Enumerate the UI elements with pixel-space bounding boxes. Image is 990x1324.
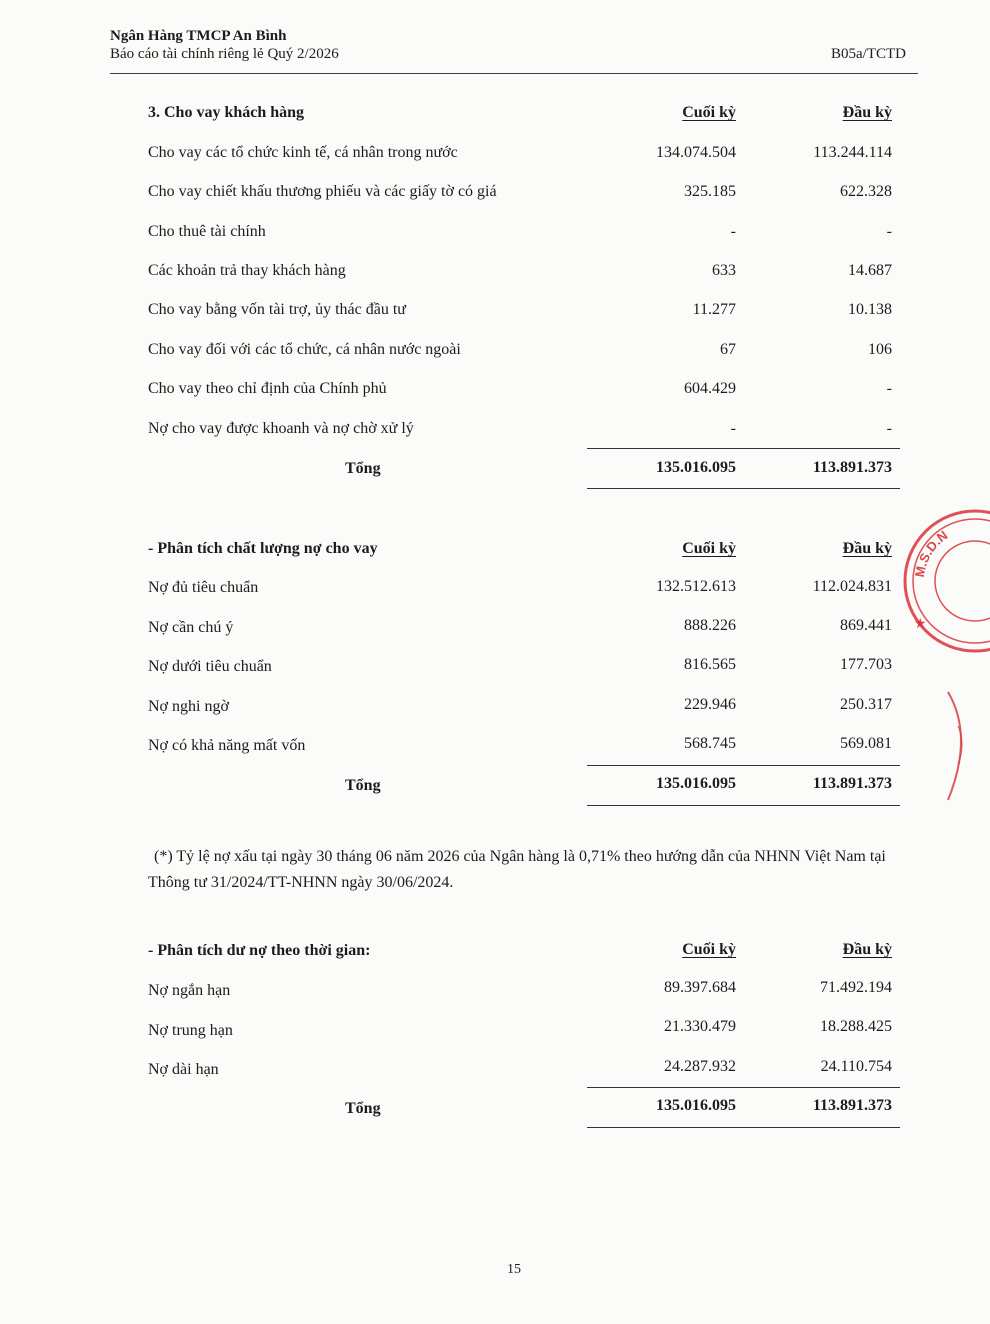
row-value-begin: -: [886, 380, 892, 397]
total-value-begin: 113.891.373: [812, 1097, 892, 1114]
total-value-begin: 113.891.373: [812, 459, 892, 476]
row-label: Các khoản trả thay khách hàng: [148, 262, 346, 279]
row-value-end: 604.429: [684, 380, 736, 397]
row-value-end: 11.277: [692, 301, 736, 318]
row-label: Nợ cần chú ý: [148, 619, 234, 636]
row-label: Nợ trung hạn: [148, 1022, 233, 1039]
total-bottom-rule: [587, 488, 900, 489]
row-label: Nợ dưới tiêu chuẩn: [148, 658, 272, 675]
report-title: Báo cáo tài chính riêng lẻ Quý 2/2026: [110, 46, 339, 62]
section-title-quality: - Phân tích chất lượng nợ cho vay: [148, 540, 378, 557]
total-value-end: 135.016.095: [656, 459, 736, 476]
row-value-begin: 71.492.194: [820, 979, 892, 996]
row-value-begin: 113.244.114: [813, 144, 892, 161]
seal-text: M.S.D.N: [911, 527, 951, 579]
col-header-begin: Đầu kỳ: [842, 941, 892, 958]
col-header-end: Cuối kỳ: [682, 104, 736, 121]
row-value-begin: 622.328: [840, 183, 892, 200]
total-bottom-rule: [587, 1127, 900, 1128]
bad-debt-note: (*) Tỷ lệ nợ xấu tại ngày 30 tháng 06 năm 2026 của Ngân hàng là 0,71% theo hướng dẫn của NHNN Việt Nam tại Thông tư 31/2024/TT-NHNN ngày 30/06/2024.: [148, 848, 886, 891]
total-label: Tổng: [345, 460, 381, 477]
row-label: Cho thuê tài chính: [148, 223, 266, 240]
row-value-begin: 14.687: [848, 262, 892, 279]
row-value-end: 21.330.479: [664, 1018, 736, 1035]
total-label: Tổng: [345, 777, 381, 794]
row-label: Nợ ngắn hạn: [148, 982, 231, 999]
row-value-begin: 177.703: [840, 656, 892, 673]
row-value-begin: -: [886, 420, 892, 437]
row-label: Nợ đủ tiêu chuẩn: [148, 579, 259, 596]
row-value-end: 132.512.613: [656, 578, 736, 595]
row-value-end: 89.397.684: [664, 979, 736, 996]
row-value-end: 633: [712, 262, 736, 279]
total-value-end: 135.016.095: [656, 1097, 736, 1114]
row-value-end: 229.946: [684, 696, 736, 713]
row-value-end: 568.745: [684, 735, 736, 752]
svg-text:★: ★: [914, 615, 927, 631]
row-label: Nợ cho vay được khoanh và nợ chờ xử lý: [148, 420, 414, 437]
row-value-begin: 106: [868, 341, 892, 358]
row-label: Cho vay các tổ chức kinh tế, cá nhân trong nước: [148, 144, 458, 161]
header-divider: [110, 73, 918, 74]
row-label: Nợ nghi ngờ: [148, 698, 229, 715]
section-title-loans: 3. Cho vay khách hàng: [148, 104, 305, 121]
form-code: B05a/TCTD: [831, 46, 906, 62]
row-value-end: 67: [720, 341, 736, 358]
company-name: Ngân Hàng TMCP An Bình: [110, 28, 287, 44]
total-bottom-rule: [587, 805, 900, 806]
col-header-end: Cuối kỳ: [682, 941, 736, 958]
total-top-rule: [587, 448, 900, 449]
signature-seal-fragment: [944, 686, 984, 806]
total-top-rule: [587, 765, 900, 766]
row-value-end: 24.287.932: [664, 1058, 736, 1075]
row-value-begin: 18.288.425: [820, 1018, 892, 1035]
total-top-rule: [587, 1087, 900, 1088]
row-value-begin: 24.110.754: [820, 1058, 892, 1075]
section-title-term: - Phân tích dư nợ theo thời gian:: [148, 942, 371, 959]
row-label: Cho vay bằng vốn tài trợ, ủy thác đầu tư: [148, 301, 406, 318]
col-header-begin: Đầu kỳ: [842, 104, 892, 121]
col-header-begin: Đầu kỳ: [842, 540, 892, 557]
row-value-end: -: [730, 420, 736, 437]
col-header-end: Cuối kỳ: [682, 540, 736, 557]
row-value-begin: 10.138: [848, 301, 892, 318]
row-value-begin: 250.317: [840, 696, 892, 713]
row-value-end: -: [730, 223, 736, 240]
total-value-end: 135.016.095: [656, 775, 736, 792]
company-seal: [900, 506, 990, 656]
row-value-end: 816.565: [684, 656, 736, 673]
row-value-begin: 112.024.831: [812, 578, 892, 595]
row-label: Cho vay theo chỉ định của Chính phủ: [148, 380, 387, 397]
total-label: Tổng: [345, 1100, 381, 1117]
row-label: Nợ dài hạn: [148, 1061, 219, 1078]
row-value-end: 888.226: [684, 617, 736, 634]
row-value-begin: 869.441: [840, 617, 892, 634]
svg-text:M.S.D.N: [912, 527, 950, 578]
row-label: Cho vay đối với các tổ chức, cá nhân nước ngoài: [148, 341, 461, 358]
row-value-end: 325.185: [684, 183, 736, 200]
row-value-end: 134.074.504: [656, 144, 736, 161]
row-value-begin: 569.081: [840, 735, 892, 752]
total-value-begin: 113.891.373: [812, 775, 892, 792]
row-value-begin: -: [886, 223, 892, 240]
row-label: Nợ có khả năng mất vốn: [148, 737, 306, 754]
row-label: Cho vay chiết khấu thương phiếu và các giấy tờ có giá: [148, 183, 497, 200]
page-number: 15: [507, 1262, 521, 1277]
